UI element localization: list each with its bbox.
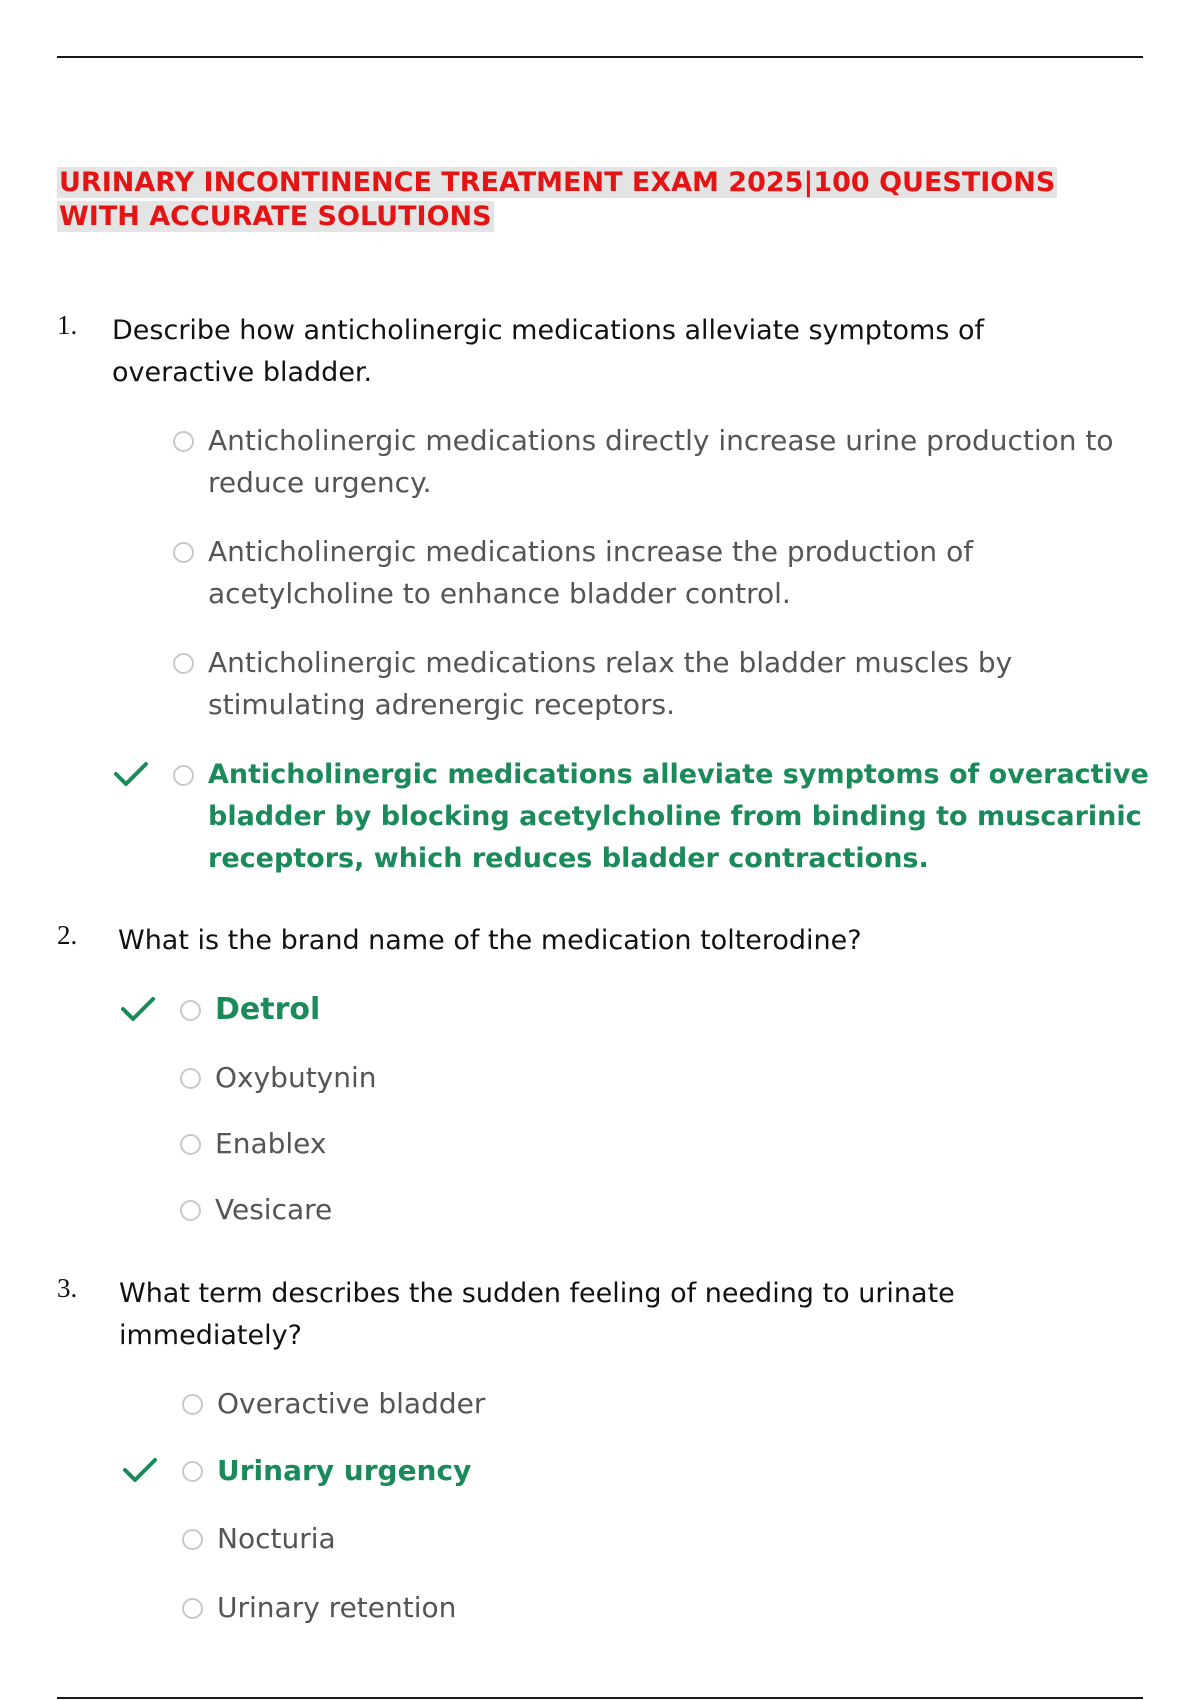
checkmark-icon	[122, 1456, 158, 1484]
radio-circle-icon[interactable]	[182, 1394, 203, 1415]
radio-circle-icon[interactable]	[180, 1134, 201, 1155]
option-text	[208, 642, 1012, 726]
document-title	[57, 166, 1167, 234]
radio-circle-icon[interactable]	[180, 1200, 201, 1221]
radio-circle-icon[interactable]	[182, 1461, 203, 1482]
option-text-line: receptors, which reduces bladder contractions.	[208, 843, 929, 874]
radio-circle-icon[interactable]	[180, 1068, 201, 1089]
radio-circle-icon[interactable]	[173, 653, 194, 674]
question-text-line: overactive bladder.	[112, 357, 373, 388]
option-text-line: Anticholinergic medications directly increase urine production to	[208, 424, 1114, 457]
radio-circle-icon[interactable]	[173, 542, 194, 563]
radio-circle-icon[interactable]	[182, 1598, 203, 1619]
option-text-line: reduce urgency.	[208, 466, 432, 499]
option-text-line: acetylcholine to enhance bladder control.	[208, 577, 791, 610]
question-number: 2.	[57, 920, 78, 950]
option-text	[208, 754, 1149, 880]
option-text: Enablex	[215, 1127, 327, 1160]
radio-circle-icon[interactable]	[180, 1000, 201, 1021]
question-number: 3.	[57, 1273, 78, 1303]
question-number: 1.	[57, 310, 78, 340]
option-text	[208, 420, 1114, 504]
radio-circle-icon[interactable]	[173, 765, 194, 786]
option-text-line: stimulating adrenergic receptors.	[208, 688, 676, 721]
option-text-line: Anticholinergic medications increase the production of	[208, 535, 974, 568]
question-text	[119, 1273, 955, 1357]
option-text-line: bladder by blocking acetylcholine from binding to muscarinic	[208, 801, 1142, 832]
option-text: Urinary urgency	[217, 1454, 472, 1487]
bottom-rule	[57, 1697, 1143, 1699]
option-text-line: Anticholinergic medications relax the bladder muscles by	[208, 646, 1013, 679]
option-text-line: Anticholinergic medications alleviate symptoms of overactive	[208, 759, 1149, 790]
option-text: Overactive bladder	[217, 1387, 486, 1420]
question-text	[118, 920, 862, 962]
question-text-line: immediately?	[119, 1320, 302, 1351]
option-text	[208, 531, 973, 615]
option-text: Detrol	[215, 992, 321, 1027]
title-line-1: URINARY INCONTINENCE TREATMENT EXAM 2025|100 QUESTIONS	[59, 167, 1056, 198]
radio-circle-icon[interactable]	[173, 431, 194, 452]
question-text-line: Describe how anticholinergic medications alleviate symptoms of	[112, 315, 985, 346]
option-text: Nocturia	[217, 1522, 336, 1555]
question-text	[112, 310, 984, 394]
question-text-line: What is the brand name of the medication tolterodine?	[118, 925, 862, 956]
question-text-line: What term describes the sudden feeling of needing to urinate	[119, 1278, 955, 1309]
option-text: Oxybutynin	[215, 1061, 377, 1094]
option-text: Vesicare	[215, 1193, 333, 1226]
top-rule	[57, 56, 1143, 58]
option-text: Urinary retention	[217, 1591, 457, 1624]
checkmark-icon	[113, 760, 149, 788]
checkmark-icon	[120, 995, 156, 1023]
radio-circle-icon[interactable]	[182, 1529, 203, 1550]
title-line-2: WITH ACCURATE SOLUTIONS	[59, 201, 492, 232]
